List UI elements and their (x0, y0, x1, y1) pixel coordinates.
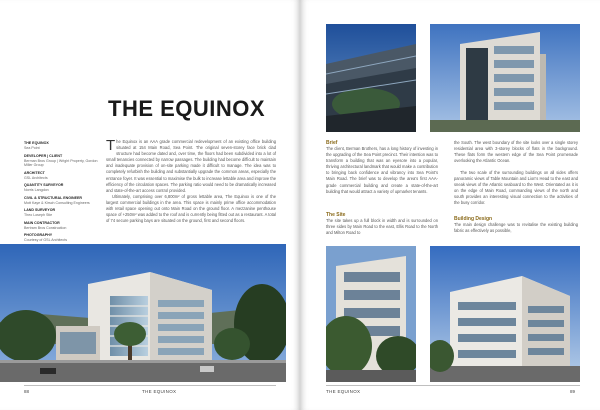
tower-image (430, 24, 580, 132)
design-text: The main design challenge was to revitalise the existing building fabric as effectively as possible, (454, 222, 578, 234)
credit-item (24, 141, 98, 151)
tower-photo (430, 24, 580, 132)
credit-name: Theo Loseph Stie (24, 213, 53, 217)
credit-role: DEVELOPER | CLIENT (24, 153, 63, 158)
design-heading: Building Design (454, 216, 493, 222)
credit-item (24, 154, 98, 168)
credit-role: MAIN CONTRACTOR (24, 220, 60, 225)
street-view-photo (326, 246, 416, 382)
credit-name: Berman Bros Group | Wright Property, Gordon Miller Group (24, 158, 98, 167)
street-view-image (326, 246, 416, 382)
page-number: 88 (24, 389, 30, 394)
credit-item (24, 233, 98, 243)
col2-text-2: The two scale of the surrounding buildings on all sides offers panoramic views of Table Mountain and Lion's Head to the east and sneak views of the Atlantic seaboard to the West. Orientated as it is on the edge of Main Road, commanding views of the north and south provides an interesting visual connection to the activities of the busy corridor. (454, 170, 578, 206)
intro-paragraph-2: Ultimately, comprising over 6,800m² of gross lettable area, The Equinox is one of the largest commercial buildings in the area. This space is mainly prime office accommodation with retail space opening out onto Main Road on the ground floor. A mezzanine penthouse space of +250m² was added to the roof and is currently being fitted out as a restaurant. A total of 74 secure parking bays are situated on the ground, first and second floors. (106, 193, 276, 224)
credit-role: PHOTOGRAPHY (24, 233, 53, 237)
building-photo-main (0, 244, 286, 382)
running-head: THE EQUINOX (142, 389, 177, 394)
page-number: 89 (570, 389, 576, 394)
credit-role: ARCHITECT (24, 170, 45, 175)
running-head: THE EQUINOX (326, 389, 361, 394)
facade-reflection-photo (326, 24, 416, 132)
drop-cap: T (106, 137, 116, 154)
site-heading: The Site (326, 212, 346, 218)
credit-name: Norris Langdon (24, 188, 49, 192)
credit-name: Bertram Bros Construction (24, 225, 67, 230)
credit-role: QUANTITY SURVEYOR (24, 183, 64, 187)
site-text: The site takes up a full block in width and is surrounded on three sides by Main Road to the east, Ellis Road to the North and Milton Road to (326, 218, 438, 236)
credit-name: GSL Architects (24, 175, 48, 180)
col2-text: the South. The west boundary of the site looks over a single storey residential area with 3-storey blocks of flats in the background. These flats form the western edge of the Sea Point promenade overlooking the Atlantic Ocean. (454, 140, 578, 164)
building-photo-main-image (0, 244, 286, 382)
intro-paragraph-1: he Equinox is an AAA grade commercial redevelopment of an existing office building situated at 154 Main Road, Sea Point. The original seven-storey face brick clad structure had become dated and, over time, the floors had been subdivided into a lot of small tenancies connected by narrow passages. The building had become difficult to maintain and inadequate provision of on-site parking made it difficult to manage. The idea was to completely refurbish the building and substantially upgrade the common areas, especially the entrance foyer. It was essential to maximise the bulk to increase lettable area and improve the efficiency of the circulation spaces. The parking ratio would need to be dramatically increased and state-of-the-art access control provided. (106, 139, 276, 193)
project-credits (24, 141, 98, 246)
credit-name: Mott Kaye & Kirsch Consulting Engineers (24, 200, 90, 205)
footer-rule (326, 385, 580, 386)
credit-item (24, 196, 98, 206)
credit-role: CIVIL & STRUCTURAL ENGINEER (24, 195, 82, 200)
credit-item (24, 208, 98, 218)
credit-item (24, 183, 98, 193)
facade-reflection-image (326, 24, 416, 132)
brief-text: The client, Berman Brothers, has a long history of investing in the upgrading of the Sea Point precinct. Their intention was to transform a building that was an eyesore into a popular, thriving architectural landmark that would make a contribution to bringing back confidence and vibrancy into Sea Point's Main Road. The brief was to develop the area's first AAA-grade commercial building and create a state-of-the-art building that would attract a variety of upmarket tenants. (326, 146, 438, 194)
credit-name: Courtesy of GSL Architects (24, 238, 68, 242)
brief-heading: Brief (326, 140, 338, 146)
corner-building-image (430, 246, 580, 382)
credit-name: Sea Point (24, 146, 40, 150)
corner-building-photo (430, 246, 580, 382)
page-title: THE EQUINOX (108, 96, 266, 121)
credit-role: LAND SURVEYOR (24, 208, 56, 212)
footer-rule (24, 385, 276, 386)
intro-text (106, 139, 276, 224)
credit-item (24, 171, 98, 181)
right-page (300, 0, 600, 410)
credit-role: THE EQUINOX (24, 141, 49, 145)
credit-item (24, 221, 98, 231)
